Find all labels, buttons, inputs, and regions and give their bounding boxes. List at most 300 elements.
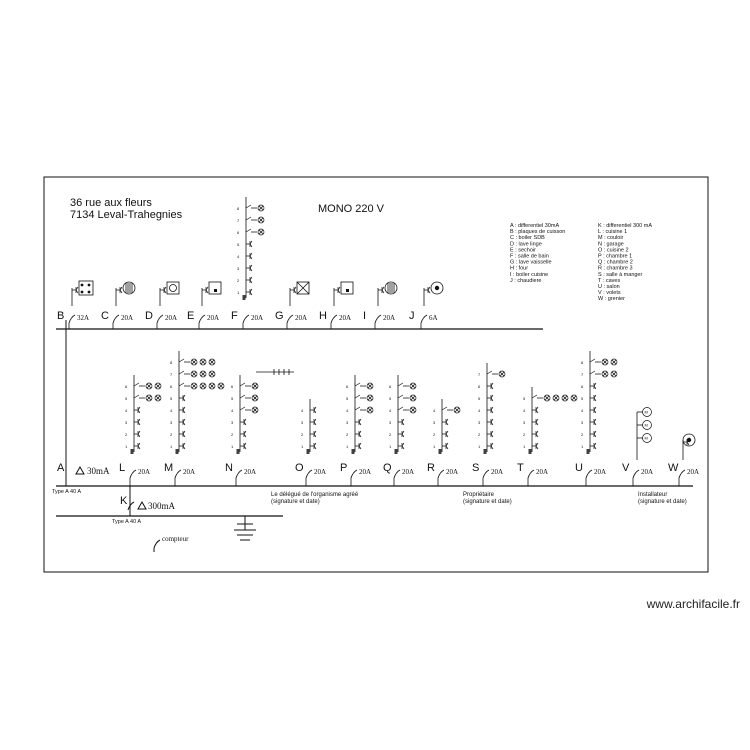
legend-right-item: W : grenier [598,296,625,303]
bottom-circuit-v [622,408,653,487]
socket-icon [240,431,246,437]
socket-icon [398,443,404,449]
washer-icon [170,285,177,292]
circuit-letter: Q [383,462,392,474]
device-index: 8 [170,360,173,365]
bottom-circuit-p [340,375,373,486]
circuit-letter: D [145,310,153,322]
top-circuit-h [319,282,353,329]
socket-icon [424,287,430,293]
switch-icon [355,383,366,386]
signature-installer-note: (signature et date) [638,499,687,505]
device-index: 7 [237,218,240,223]
socket-icon [246,289,252,295]
breaker-symbol [306,470,312,478]
chaudiere-icon [431,282,443,294]
circuit-letter: J [409,310,415,322]
socket-icon [240,419,246,425]
legend-left-item: B : plaques de cuisson [510,229,566,236]
breaker-symbol [483,470,489,478]
boiler-icon [123,282,135,294]
circuit-rating: 20A [402,468,415,476]
switch-icon [398,383,409,386]
breaker-symbol [287,315,293,323]
legend-left-item: I : boiler cuisine [510,271,549,278]
oven-icon [346,289,349,292]
socket-icon [378,287,384,293]
switch-icon [590,371,601,374]
dryer-icon [209,282,221,294]
circuit-rating: 20A [594,468,607,476]
circuit-letter: O [295,462,304,474]
breaker-symbol [199,315,205,323]
device-index: 1 [346,444,349,449]
grenier-icon [687,438,691,442]
device-index: 2 [478,432,481,437]
socket-icon [334,287,340,293]
circuit-letter: W [668,462,679,474]
legend-right-item: K : differentiel 300 mA [598,223,653,229]
k-letter: K [120,495,128,507]
circuit-rating: 20A [687,468,700,476]
socket-icon [590,383,596,389]
address-line-1: 36 rue aux fleurs [70,197,152,209]
circuit-rating: 20A [641,468,654,476]
socket-icon [179,395,185,401]
k-rating: 300mA [148,501,175,511]
device-index: 6 [170,384,173,389]
device-index: 3 [231,420,234,425]
socket-icon [246,241,252,247]
device-index: 1 [125,444,128,449]
bottom-circuit-s [472,363,505,486]
device-index: 6 [581,384,584,389]
socket-icon [134,407,140,413]
breaker-symbol [130,470,136,478]
legend-right-item: V : volets [598,290,621,297]
switch-icon [179,371,190,374]
circuit-rating: 20A [536,468,549,476]
device-index: 2 [389,432,392,437]
oven-icon [341,282,353,294]
device-index: 5 [389,396,392,401]
bottom-circuit-r [427,399,460,486]
device-index: 3 [389,420,392,425]
device-index: 2 [581,432,584,437]
device-index: 5 [125,396,128,401]
switch-icon [240,407,251,410]
plaques-icon [79,281,93,295]
socket-icon [442,419,448,425]
device-index: 2 [231,432,234,437]
bottom-circuit-l [119,375,161,486]
plaques-icon [88,291,91,294]
legend-left-item: A : differentiel 30mA [510,223,560,229]
legend-left [510,223,565,284]
device-index: 4 [581,408,584,413]
legend-right-item: L : cuisine 1 [598,229,628,236]
breaker-symbol [243,315,249,323]
switch-icon [246,205,257,208]
breaker-symbol [331,315,337,323]
circuit-letter: F [231,310,238,322]
device-index: 2 [170,432,173,437]
legend-right-item: M : couloir [598,235,624,242]
device-index: 5 [478,396,481,401]
circuit-rating: 20A [207,314,220,322]
breaker-symbol [175,470,181,478]
circuit-letter: U [575,462,583,474]
bottom-circuit-o [295,399,326,486]
legend-right-item: S : salle à manger [598,271,643,278]
device-index: 8 [237,206,240,211]
switch-icon [240,383,251,386]
device-index: 6 [389,384,392,389]
device-index: 6 [237,230,240,235]
socket-icon [179,431,185,437]
legend-left-item: G : lave vaisselle [510,259,552,266]
bottom-circuits [57,351,699,486]
device-index: 2 [433,432,436,437]
bottom-circuit-m [164,351,224,486]
device-index: 5 [231,396,234,401]
device-index: 1 [301,444,304,449]
circuit-rating: 20A [138,468,151,476]
device-index: 3 [433,420,436,425]
k-switch-symbol [128,502,134,510]
circuit-letter: A [57,462,65,474]
switch-icon [532,395,543,398]
circuit-rating: 20A [446,468,459,476]
switch-icon [487,371,498,374]
lave-vaisselle-icon [297,282,309,294]
washer-icon [167,282,179,294]
device-index: 4 [523,408,526,413]
socket-icon [590,395,596,401]
ground-icon [234,516,256,540]
device-index: 3 [301,420,304,425]
circuit-rating: 32A [77,314,90,322]
switch-icon [442,407,453,410]
socket-icon [487,431,493,437]
device-index: 7 [478,372,481,377]
breaker-symbol [679,470,685,478]
legend-right-item: T : caves [598,277,621,284]
circuit-rating: 20A [295,314,308,322]
device-index: 2 [237,278,240,283]
legend-right-item: P : chambre 1 [598,253,633,260]
socket-icon [179,419,185,425]
legend-left-item: D : lave linge [510,241,542,248]
top-circuit-g [275,282,309,329]
socket-icon [442,431,448,437]
socket-icon [355,431,361,437]
breaker-symbol [157,315,163,323]
legend-left-item: F : salle de bain [510,253,549,260]
address-line-2: 7134 Leval-Trahegnies [70,209,183,221]
socket-icon [590,419,596,425]
socket-icon [310,419,316,425]
shutter-motor-label: M [644,435,648,441]
circuit-rating: 20A [314,468,327,476]
boiler-icon [385,282,397,294]
circuit-letter: I [363,310,367,322]
top-circuit-f [231,197,264,329]
switch-icon [355,407,366,410]
breaker-symbol [113,315,119,323]
dryer-icon [214,289,217,292]
signature-owner-title: Propriétaire [463,492,495,498]
device-index: 5 [237,242,240,247]
device-index: 6 [125,384,128,389]
device-index: 3 [237,266,240,271]
device-index: 1 [581,444,584,449]
legend-left-item: H : four [510,265,529,272]
device-index: 3 [523,420,526,425]
socket-icon [487,383,493,389]
circuit-rating: 20A [183,468,196,476]
device-index: 3 [581,420,584,425]
signature-installer-title: Installateur [638,492,668,498]
switch-icon [134,383,145,386]
bottom-circuit-n [225,369,294,486]
device-index: 1 [231,444,234,449]
compteur-label: compteur [162,535,189,543]
supply-label: MONO 220 V [318,203,385,215]
switch-icon [355,395,366,398]
socket-icon [487,395,493,401]
device-index: 5 [170,396,173,401]
socket-icon [202,287,208,293]
plaques-icon [81,284,84,287]
device-index: 3 [346,420,349,425]
legend-right-item: O : cuisine 2 [598,247,629,254]
circuit-rating: 20A [491,468,504,476]
device-index: 4 [231,408,234,413]
socket-icon [590,431,596,437]
socket-icon [442,443,448,449]
device-index: 2 [346,432,349,437]
breaker-symbol [394,470,400,478]
device-index: 8 [581,360,584,365]
signature-delegate-title: Le délégué de l'organisme agréé [271,492,359,498]
circuit-letter: L [119,462,126,474]
bottom-circuit-q [383,375,416,486]
breaker-symbol [586,470,592,478]
circuit-rating: 20A [359,468,372,476]
signature-owner-note: (signature et date) [463,499,512,505]
socket-icon [590,407,596,413]
breaker-symbol [69,315,75,323]
circuit-letter: B [57,310,65,322]
circuit-letter: H [319,310,327,322]
circuit-letter: P [340,462,348,474]
legend-right-item: N : garage [598,241,624,248]
device-index: 3 [478,420,481,425]
legend-right-item: R : chambre 3 [598,265,633,272]
plaques-icon [81,291,84,294]
circuit-letter: T [517,462,524,474]
breaker-symbol [438,470,444,478]
top-circuit-b [57,281,93,329]
shutter-motor-label: M [644,409,648,415]
bottom-circuit-a [57,462,110,476]
device-index: 2 [301,432,304,437]
switch-icon [240,395,251,398]
top-circuit-j [409,282,443,329]
socket-icon [487,407,493,413]
device-index: 4 [478,408,481,413]
breaker-symbol [375,315,381,323]
boiler-heater-icon [435,286,439,290]
circuit-rating: 20A [121,314,134,322]
top-circuit-d [145,282,179,329]
switch-icon [179,383,190,386]
circuit-rating: 20A [165,314,178,322]
circuit-letter: E [187,310,195,322]
device-index: 1 [170,444,173,449]
socket-icon [355,443,361,449]
device-index: 4 [346,408,349,413]
circuit-letter: N [225,462,233,474]
socket-icon [240,443,246,449]
switch-icon [179,359,190,362]
socket-icon [246,265,252,271]
socket-icon [398,419,404,425]
legend-left-item: J : chaudiere [510,277,542,284]
device-index: 4 [433,408,436,413]
device-index: 1 [478,444,481,449]
device-index: 3 [170,420,173,425]
switch-icon [134,395,145,398]
socket-icon [246,277,252,283]
legend-right-item: U : salon [598,284,620,290]
device-index: 1 [237,290,240,295]
signature-delegate-note: (signature et date) [271,499,320,505]
k-differential-triangle [138,502,146,509]
breaker-symbol [421,315,427,323]
device-index: 6 [478,384,481,389]
breaker-symbol [236,470,242,478]
watermark: www.archifacile.fr [646,597,740,611]
breaker-symbol [633,470,639,478]
device-index: 4 [125,408,128,413]
switch-icon [590,359,601,362]
circuit-rating: 20A [251,314,264,322]
four-icon [341,282,353,294]
socket-icon [590,443,596,449]
socket-icon [310,431,316,437]
device-index: 1 [433,444,436,449]
boiler-icon [385,282,397,294]
circuit-letter: G [275,310,284,322]
top-circuit-e [187,282,221,329]
socket-icon [532,431,538,437]
sechoir-icon [209,282,221,294]
device-index: 4 [237,254,240,259]
socket-icon [134,419,140,425]
socket-icon [487,419,493,425]
device-index: 6 [231,384,234,389]
circuit-rating: 6A [429,314,438,322]
switch-icon [398,395,409,398]
bottom-circuit-u [575,351,617,486]
socket-icon [310,443,316,449]
switch-icon [246,217,257,220]
device-index: 5 [581,396,584,401]
device-index: 5 [523,396,526,401]
switch-icon [398,407,409,410]
device-index: 6 [346,384,349,389]
legend-right-item: Q : chambre 2 [598,259,633,266]
device-index: 3 [125,420,128,425]
boiler-icon [123,282,135,294]
circuit-rating: 20A [244,468,257,476]
circuit-letter: R [427,462,435,474]
socket-icon [532,443,538,449]
device-index: 1 [389,444,392,449]
circuit-letter: V [622,462,630,474]
device-index: 7 [170,372,173,377]
legend-right [598,223,652,302]
differential-triangle [76,467,84,474]
socket-icon [246,253,252,259]
bottom-circuit-w [668,434,699,486]
top-circuit-i [363,282,397,329]
a-type-note: Type A 40 A [52,489,82,495]
lave-linge-icon [167,282,179,294]
socket-icon [134,431,140,437]
breaker-symbol [351,470,357,478]
device-index: 2 [523,432,526,437]
socket-icon [290,287,296,293]
circuit-rating: 20A [339,314,352,322]
device-index: 7 [581,372,584,377]
bottom-circuit-t [517,387,577,486]
circuit-rating: 30mA [87,466,110,476]
socket-icon [72,287,78,293]
circuit-letter: S [472,462,480,474]
socket-icon [532,407,538,413]
device-index: 4 [389,408,392,413]
device-index: 5 [346,396,349,401]
shutter-motor-label: M [644,422,648,428]
circuit-rating: 20A [383,314,396,322]
socket-icon [532,419,538,425]
socket-icon [310,407,316,413]
compteur-switch-symbol [154,540,160,552]
socket-icon [179,407,185,413]
circuit-letter: C [101,310,109,322]
socket-icon [179,443,185,449]
socket-icon [116,287,122,293]
circuit-letter: M [164,462,174,474]
top-circuit-c [101,282,135,329]
legend-left-item: C : boiler SDB [510,235,545,242]
device-index: 2 [125,432,128,437]
socket-icon [134,443,140,449]
socket-icon [398,431,404,437]
socket-icon [487,443,493,449]
socket-icon [355,419,361,425]
breaker-symbol [528,470,534,478]
device-index: 1 [523,444,526,449]
k-type-note: Type A 40 A [112,519,142,525]
plaques-icon [88,284,91,287]
device-index: 4 [301,408,304,413]
socket-icon [160,287,166,293]
switch-icon [246,229,257,232]
